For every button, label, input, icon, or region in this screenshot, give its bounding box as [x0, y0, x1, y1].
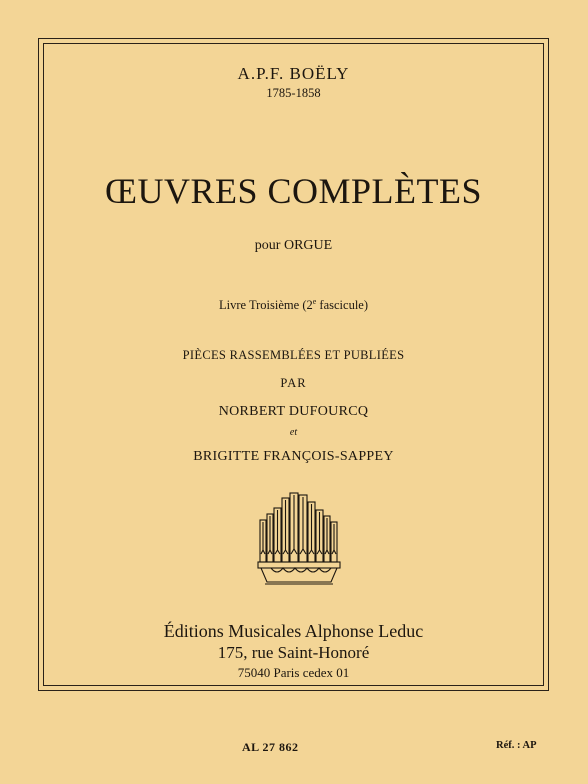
- page-title: ŒUVRES COMPLÈTES: [104, 171, 483, 211]
- credit-line: PIÈCES RASSEMBLÉES ET PUBLIÉES: [182, 348, 405, 362]
- credit-par: PAR: [280, 376, 307, 390]
- cover-frame: [38, 38, 549, 691]
- instrument-line: pour ORGUE: [254, 238, 333, 253]
- publisher-street: 175, rue Saint-Honoré: [217, 643, 370, 662]
- conjunction: et: [289, 427, 298, 438]
- composer-dates: 1785-1858: [266, 86, 321, 100]
- catalog-number: AL 27 862: [242, 740, 299, 754]
- publisher-name: Éditions Musicales Alphonse Leduc: [163, 621, 424, 641]
- cover-frame-inner: [43, 43, 544, 686]
- editor-2: BRIGITTE FRANÇOIS-SAPPEY: [193, 449, 394, 464]
- volume-superscript: e: [312, 297, 317, 306]
- organ-pipes-icon: [257, 492, 341, 588]
- reference-code: Réf. : AP: [496, 740, 537, 751]
- composer-name: A.P.F. BOËLY: [237, 64, 350, 83]
- publisher-city: 75040 Paris cedex 01: [237, 665, 350, 680]
- editor-1: NORBERT DUFOURCQ: [218, 404, 369, 419]
- volume-end: fascicule): [316, 298, 368, 313]
- volume-main: Livre Troisième (2: [218, 298, 313, 313]
- volume-line: [44, 297, 543, 313]
